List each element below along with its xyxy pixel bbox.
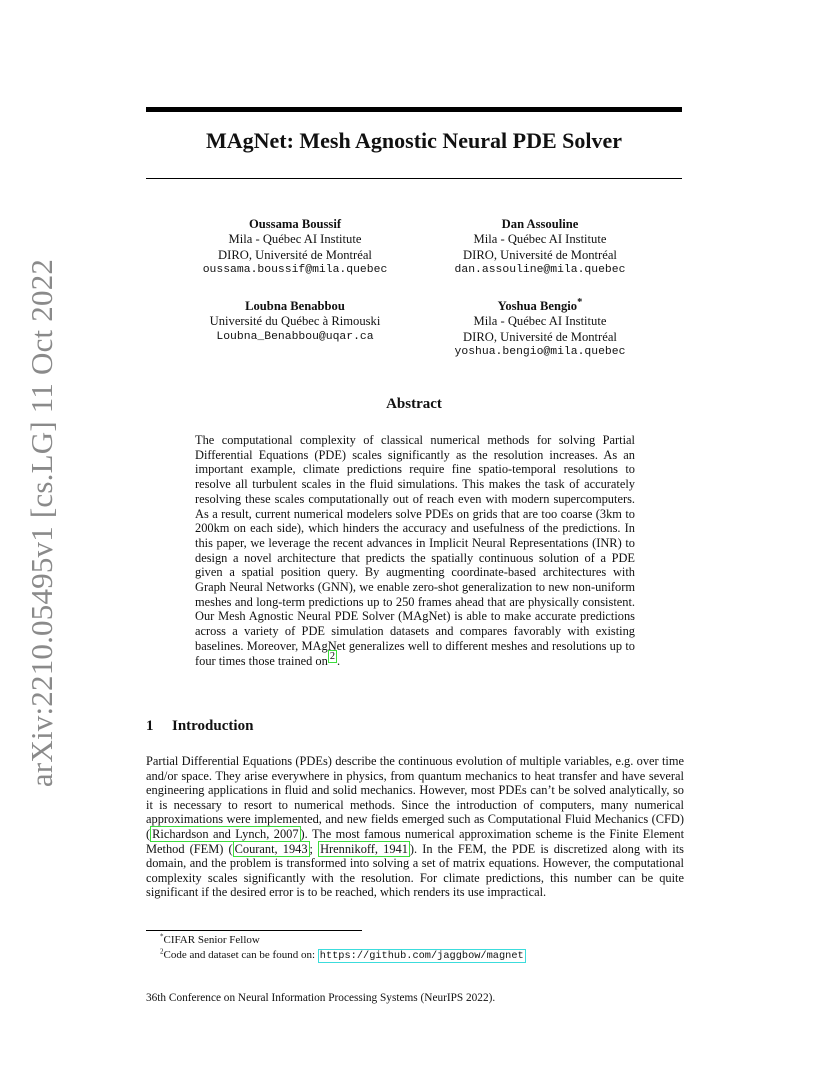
author-affiliation: DIRO, Université de Montréal [218, 247, 372, 262]
author-affiliation: Mila - Québec AI Institute [473, 314, 607, 329]
author-name: Yoshua Bengio* [497, 296, 583, 313]
author-name: Loubna Benabbou [245, 299, 345, 313]
venue-footer: 36th Conference on Neural Information Processing Systems (NeurIPS 2022). [146, 992, 496, 1004]
author-footnote-mark[interactable]: * [577, 296, 583, 308]
section-number: 1 [146, 718, 154, 734]
abstract-text: The computational complexity of classical numerical methods for solving Partial Differential Equations (PDE) scales significantly as the resolution increases. As an important example, climate predictions require fine spatio-temporal resolutions to resolve all turbulent scales in the fluid simulations. This makes the task of accurately resolving these scales computationally out of reach even with modern supercomputers. As a result, current numerical modelers solve PDEs on grids that are too coarse (3km to 200km on each side), which hinders the accuracy and usefulness of the predictions. In this paper, we leverage the recent advances in Implicit Neural Representations (INR) to design a novel architecture that predicts the spatially continuous solution of a PDE given a spatial position query. By augmenting coordinate-based architectures with Graph Neural Networks (GNN), we enable zero-shot generalization to new non-uniform meshes and long-term predictions up to 250 frames ahead that are physically consistent. Our Mesh Agnostic Neural PDE Solver (MAgNet) is able to make accurate predictions across a variety of PDE simulation datasets and compares favorably with existing baselines. Moreover, MAgNet generalizes well to different meshes and resolutions up to four times those trained on [195, 433, 635, 668]
author-name: Dan Assouline [501, 217, 579, 231]
arxiv-stamp [8, 258, 76, 788]
arxiv-stamp-text: arXiv:2210.05495v1 [cs.LG] 11 Oct 2022 [24, 258, 60, 788]
intro-paragraph: Partial Differential Equations (PDEs) describe the continuous evolution of multiple variables, e.g. over time and/or space. They arise everywhere in physics, from quantum mechanics to heat transfer and have several engineering applications in fluid and solid mechanics. However, most PDEs can’t be solved analytically, so it is necessary to resort to numerical methods. Since the introduction of computers, many numerical approximations were implemented, and new fields emerged such as Computational Fluid Mechanics (CFD) ( Richardson and Lynch, 2007 ). The most famous numerical approximation scheme is the Finite Element Method (FEM) ( Courant, 1943 ; Hrennikoff, 1941 ). In the FEM, the PDE is discretized along with its domain, and the problem is transformed into solving a set of matrix equations. However, the computational complexity scales significantly with the resolution. For climate predictions, this number can be quite significant if the desired error is to be reached, which renders its use impractical. [146, 754, 685, 900]
author-name: Oussama Boussif [248, 217, 342, 231]
author-affiliation: DIRO, Université de Montréal [463, 329, 617, 344]
code-url-link[interactable]: https://github.com/jaggbow/magnet [319, 950, 524, 962]
citation-link[interactable]: Courant, 1943 [234, 841, 308, 856]
author-affiliation: Mila - Québec AI Institute [228, 232, 362, 247]
citation-link[interactable]: Hrennikoff, 1941 [320, 841, 408, 856]
citation-link[interactable]: Richardson and Lynch, 2007 [152, 826, 299, 841]
footnote-2: $^2$Code and dataset can be found on: https://github.com/jaggbow/magnet [160, 947, 524, 962]
author-affiliation: Université du Québec à Rimouski [209, 314, 381, 329]
footnote-link[interactable]: 2 [329, 651, 335, 663]
author-block [395, 296, 685, 360]
paper-title: MAgNet: Mesh Agnostic Neural PDE Solver [205, 128, 623, 153]
author-email[interactable]: Loubna_Benabbou@uqar.ca [216, 330, 374, 343]
abstract-body: The computational complexity of classical numerical methods for solving Partial Differential Equations (PDE) scales significantly as the resolution increases. As an important example, climate predictions require fine spatio-temporal resolutions to resolve all turbulent scales in the fluid simulations. This makes the task of accurately resolving these scales computationally out of reach even with modern supercomputers. As a result, current numerical modelers solve PDEs on grids that are too coarse (3km to 200km on each side), which hinders the accuracy and usefulness of the predictions. In this paper, we leverage the recent advances in Implicit Neural Representations (INR) to design a novel architecture that predicts the spatially continuous solution of a PDE given a spatial position query. By augmenting coordinate-based architectures with Graph Neural Networks (GNN), we enable zero-shot generalization to new non-uniform meshes and long-term predictions up to 250 frames ahead that are physically consistent. Our Mesh Agnostic Neural PDE Solver (MAgNet) is able to make accurate predictions across a variety of PDE simulation datasets and compares favorably with existing baselines. Moreover, MAgNet generalizes well to different meshes and resolutions up to four times those trained on $^2$ . [195, 433, 635, 668]
footnote-1: *CIFAR Senior Fellow [160, 932, 260, 946]
abstract-heading: Abstract [386, 396, 442, 412]
section-heading [146, 718, 253, 735]
author-email[interactable]: oussama.boussif@mila.quebec [202, 263, 388, 276]
author-email[interactable]: dan.assouline@mila.quebec [454, 263, 626, 276]
author-email[interactable]: yoshua.bengio@mila.quebec [454, 345, 626, 358]
author-affiliation: DIRO, Université de Montréal [463, 247, 617, 262]
title-bottom-rule [146, 178, 682, 179]
author-affiliation: Mila - Québec AI Institute [473, 232, 607, 247]
title-top-rule [146, 107, 682, 112]
footnote-rule [146, 930, 362, 931]
author-block [395, 217, 685, 278]
section-title: Introduction [172, 718, 254, 734]
